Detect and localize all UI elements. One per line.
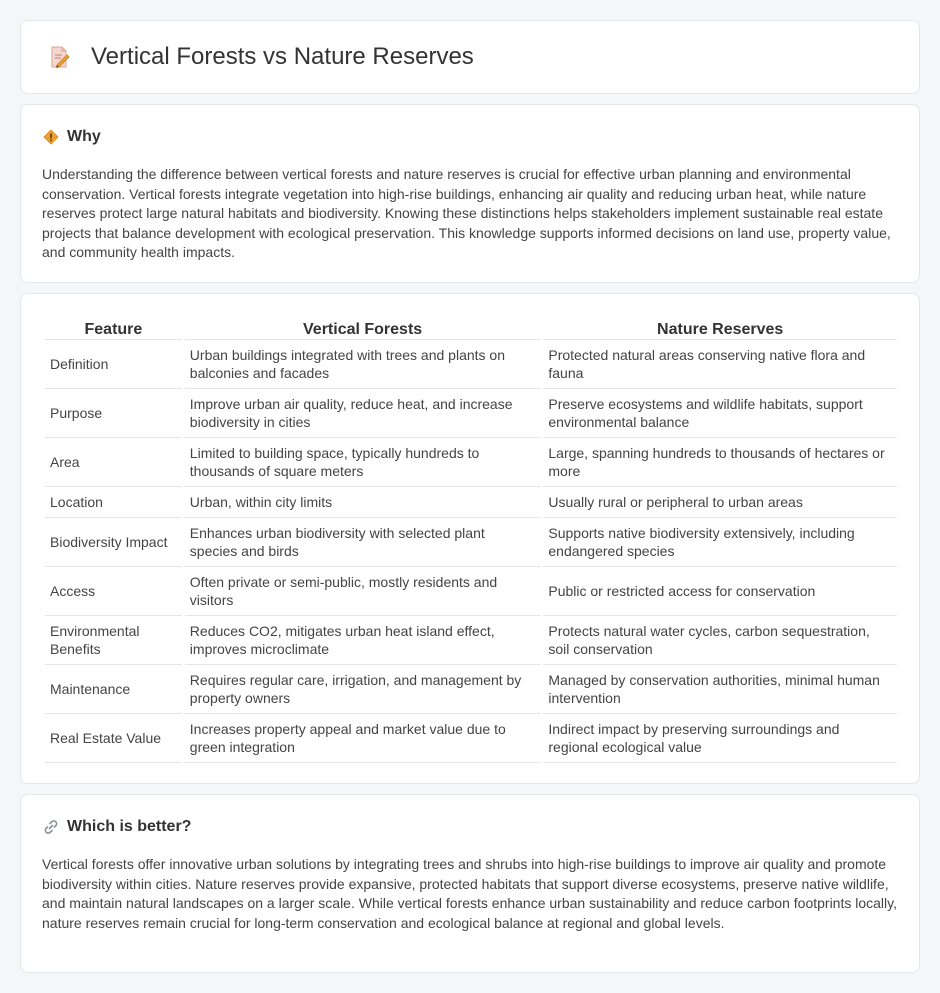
table-row [45,518,897,567]
nature-reserves-cell: Usually rural or peripheral to urban areas [543,487,897,518]
column-header-vertical-forests: Vertical Forests [185,314,541,340]
why-heading: Why [67,128,101,145]
why-text: Understanding the difference between vertical forests and nature reserves is crucial for effective urban planning and environmental conservation. Vertical forests integrate vegetation into high-rise buildings, enhancing air quality and reducing urban heat, while nature reserves protect large natural habitats and biodiversity. Knowing these distinctions helps stakeholders implement sustainable real estate projects that balance development with ecological preservation. This knowledge supports informed decisions on land use, property value, and community health impacts. [42,166,891,261]
column-header-nature-reserves: Nature Reserves [543,314,897,340]
vertical-forests-cell: Urban buildings integrated with trees and plants on balconies and facades [185,340,541,389]
feature-cell: Location [45,487,182,518]
feature-cell: Real Estate Value [45,714,182,763]
why-section [20,104,920,283]
vertical-forests-cell: Increases property appeal and market value due to green integration [185,714,541,763]
vertical-forests-cell: Often private or semi-public, mostly residents and visitors [185,567,541,616]
feature-cell: Biodiversity Impact [45,518,182,567]
vertical-forests-cell: Improve urban air quality, reduce heat, and increase biodiversity in cities [185,389,541,438]
nature-reserves-cell: Public or restricted access for conservation [543,567,897,616]
comparison-table [42,314,900,763]
link-icon [43,819,59,835]
table-row [45,340,897,389]
table-row [45,567,897,616]
feature-cell: Maintenance [45,665,182,714]
which-is-better-heading: Which is better? [67,818,192,835]
which-is-better-section [20,794,920,973]
feature-cell: Access [45,567,182,616]
nature-reserves-cell: Managed by conservation authorities, minimal human intervention [543,665,897,714]
nature-reserves-cell: Supports native biodiversity extensively, including endangered species [543,518,897,567]
title-card [20,20,920,94]
vertical-forests-cell: Requires regular care, irrigation, and management by property owners [185,665,541,714]
column-header-feature: Feature [45,314,182,340]
feature-cell: Definition [45,340,182,389]
table-row [45,714,897,763]
table-header-row [45,314,897,340]
which-is-better-text: Vertical forests offer innovative urban solutions by integrating trees and shrubs into high-rise buildings to improve air quality and promote biodiversity within cities. Nature reserves provide expansive, protected habitats that support diverse ecosystems, preserve native wildlife, and maintain natural landscapes on a larger scale. While vertical forests enhance urban sustainability and reduce carbon footprints locally, nature reserves remain crucial for long-term conservation and ecological balance at regional and global levels. [42,856,897,931]
warning-diamond-icon [43,129,59,145]
nature-reserves-cell: Large, spanning hundreds to thousands of hectares or more [543,438,897,487]
table-row [45,487,897,518]
nature-reserves-cell: Preserve ecosystems and wildlife habitats, support environmental balance [543,389,897,438]
vertical-forests-cell: Enhances urban biodiversity with selected plant species and birds [185,518,541,567]
comparison-section [20,293,920,784]
table-row [45,389,897,438]
document-pencil-icon [47,45,71,69]
table-row [45,665,897,714]
table-row [45,438,897,487]
nature-reserves-cell: Protects natural water cycles, carbon sequestration, soil conservation [543,616,897,665]
table-row [45,616,897,665]
feature-cell: Purpose [45,389,182,438]
nature-reserves-cell: Indirect impact by preserving surroundings and regional ecological value [543,714,897,763]
nature-reserves-cell: Protected natural areas conserving native flora and fauna [543,340,897,389]
page-title: Vertical Forests vs Nature Reserves [91,43,474,70]
vertical-forests-cell: Reduces CO2, mitigates urban heat island effect, improves microclimate [185,616,541,665]
vertical-forests-cell: Limited to building space, typically hundreds to thousands of square meters [185,438,541,487]
vertical-forests-cell: Urban, within city limits [185,487,541,518]
feature-cell: Area [45,438,182,487]
feature-cell: Environmental Benefits [45,616,182,665]
